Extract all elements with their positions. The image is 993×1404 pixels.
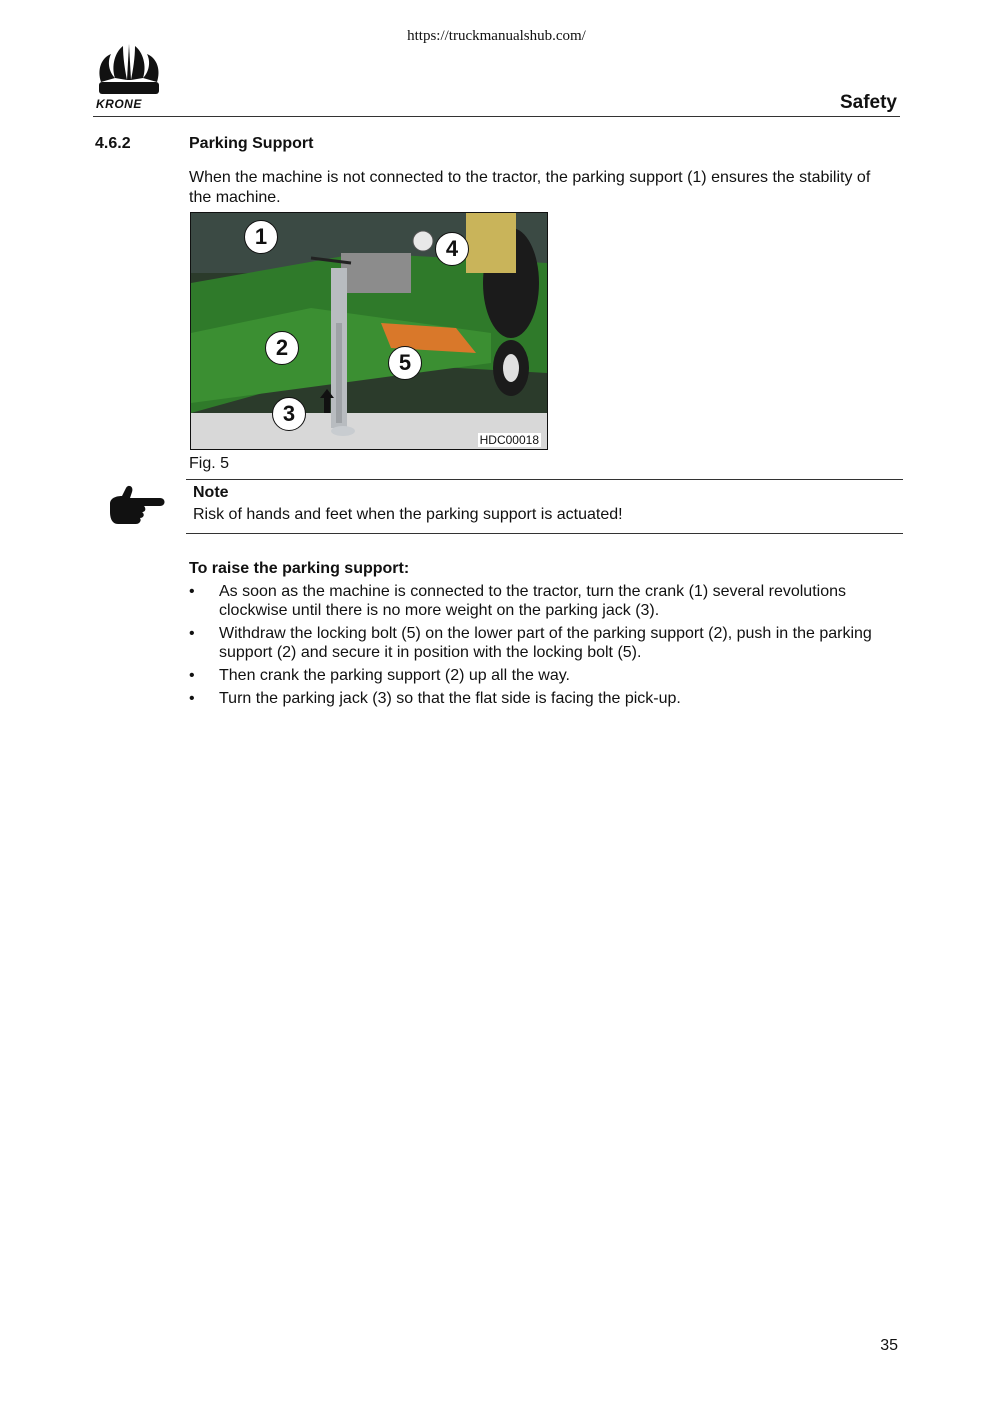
pointing-hand-icon — [108, 484, 168, 530]
note-top-rule — [186, 479, 903, 480]
figure-callout-1: 1 — [244, 220, 278, 254]
parking-support-figure — [190, 212, 548, 450]
figure-callout-4: 4 — [435, 232, 469, 266]
section-number: 4.6.2 — [95, 135, 131, 152]
procedure-title: To raise the parking support: — [189, 560, 410, 577]
figure-code: HDC00018 — [479, 433, 539, 447]
section-heading: Parking Support — [189, 135, 314, 152]
figure-caption: Fig. 5 — [189, 455, 230, 472]
header-divider — [93, 116, 900, 117]
step-text: As soon as the machine is connected to the tractor, turn the crank (1) several revolutions clockwise until there is no more weight on the parking jack (3). — [219, 583, 846, 619]
bullet-icon: • — [189, 625, 195, 642]
logo-wordmark: KRONE — [96, 97, 142, 111]
page-number: 35 — [880, 1337, 898, 1354]
figure-callout-2: 2 — [265, 331, 299, 365]
figure-callout-5: 5 — [388, 346, 422, 380]
step-text: Then crank the parking support (2) up all the way. — [219, 667, 570, 684]
bullet-icon: • — [189, 583, 195, 600]
list-item — [189, 624, 894, 662]
list-item — [189, 689, 894, 708]
note-bottom-rule — [186, 533, 903, 534]
list-item — [189, 666, 894, 685]
source-url[interactable]: https://truckmanualshub.com/ — [407, 28, 586, 44]
procedure-steps — [189, 582, 894, 712]
list-item — [189, 582, 894, 620]
machine-photo-illustration — [191, 213, 547, 449]
step-text: Withdraw the locking bolt (5) on the lower part of the parking support (2), push in the parking support (2) and secure it in position with the locking bolt (5). — [219, 625, 872, 661]
header-section-title: Safety — [839, 92, 897, 113]
bullet-icon: • — [189, 667, 195, 684]
figure-callout-3: 3 — [272, 397, 306, 431]
step-text: Turn the parking jack (3) so that the flat side is facing the pick-up. — [219, 690, 681, 707]
note-title: Note — [193, 484, 229, 501]
bullet-icon: • — [189, 690, 195, 707]
intro-paragraph: When the machine is not connected to the tractor, the parking support (1) ensures the stability of the machine. — [189, 169, 871, 206]
note-text: Risk of hands and feet when the parking support is actuated! — [193, 506, 623, 523]
